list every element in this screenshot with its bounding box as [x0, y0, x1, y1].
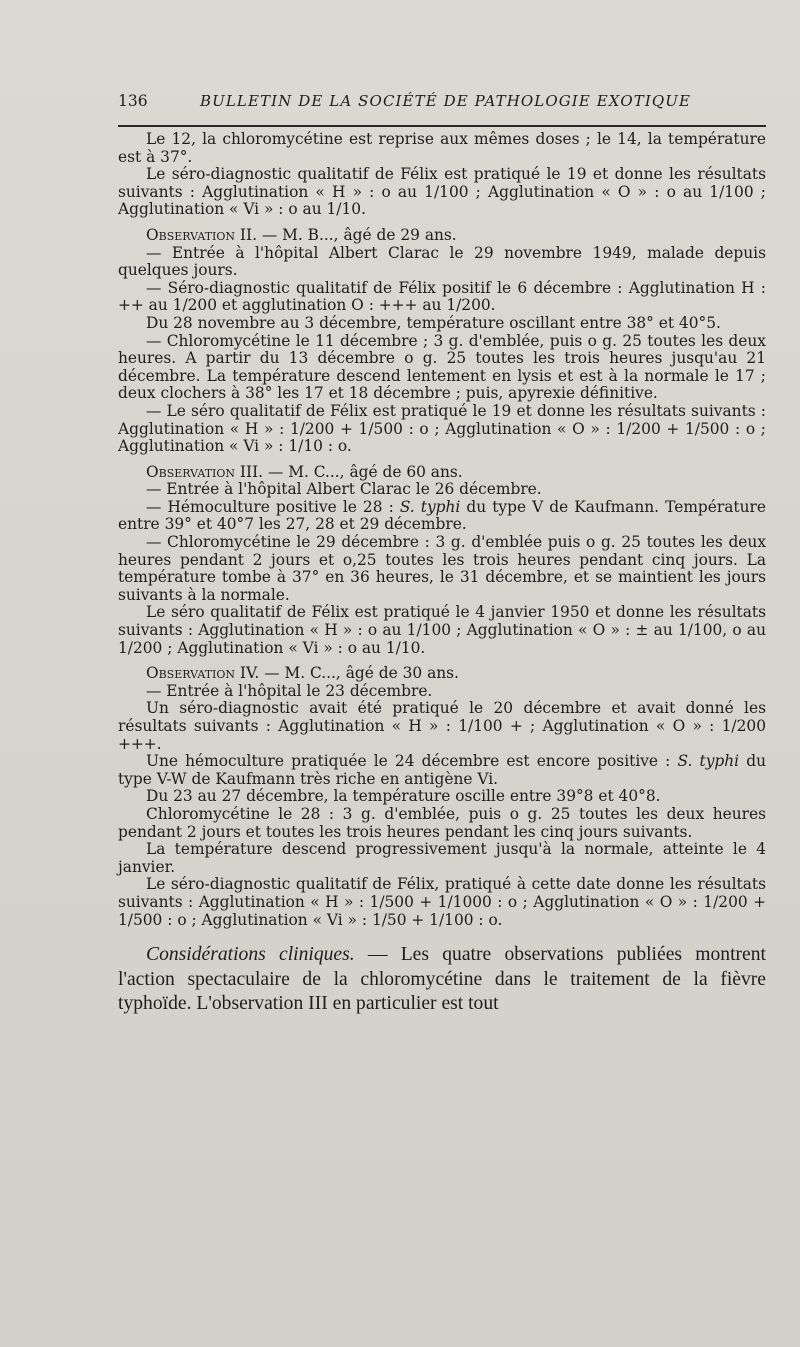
paragraph: — Entrée à l'hôpital le 23 décembre. [146, 681, 433, 700]
paragraph: — Entrée à l'hôpital Albert Clarac le 29 novembre 1949, malade depuis quelques jours. [118, 243, 766, 280]
paragraph: — Le séro qualitatif de Félix est pratiqué le 19 et donne les résultats suivants : Agglutination « H » : 1/200 + 1/500 : o ; Agglutination « O » : 1/200 + 1/500 : o ; Agglutination « Vi » : 1/10 : o. [118, 401, 766, 456]
species-name: S. typhi [677, 752, 740, 771]
text-run: du type V de Kaufmann. Température entre 39° et 40°7 les 27, 28 et 29 décembre. [118, 497, 766, 534]
text-run: — Hémoculture positive le 28 : [146, 497, 400, 516]
observation-heading [118, 464, 766, 482]
observation-subject: — M. B..., âgé de 29 ans. [256, 225, 457, 244]
species-name: S. typhi [399, 497, 461, 516]
paragraph: Du 23 au 27 décembre, la température oscille entre 39°8 et 40°8. [146, 787, 661, 806]
paragraph: — Séro-diagnostic qualitatif de Félix positif le 6 décembre : Agglutination H : ++ au 1/200 et agglutination O : +++ au 1/200. [118, 278, 766, 315]
text-run: du type V-W de Kaufmann très riche en antigène Vi. [118, 752, 766, 788]
paragraph: Du 28 novembre au 3 décembre, température oscillant entre 38° et 40°5. [146, 313, 721, 332]
text-run: Une hémoculture pratiquée le 24 décembre est encore positive : [146, 752, 678, 771]
paragraph: Le 12, la chloromycétine est reprise aux mêmes doses ; le 14, la température est à 37°. [118, 130, 766, 166]
page-header [118, 92, 766, 118]
paragraph: Chloromycétine le 28 : 3 g. d'emblée, puis o g. 25 toutes les deux heures pendant 2 jours et toutes les trois heures pendant les cinq jours suivants. [118, 804, 766, 841]
paragraph [118, 753, 766, 788]
paragraph: — Chloromycétine le 11 décembre ; 3 g. d'emblée, puis o g. 25 toutes les deux heures. A partir du 13 décembre o g. 25 toutes les trois heures jusqu'au 21 décembre. La température descend lentement en lysis et est à la normale le 17 ; deux clochers à 38° les 17 et 18 décembre ; puis, apyrexie définitive. [118, 331, 766, 403]
page-number: 136 [118, 92, 148, 110]
conclusion-text: — Les quatre observations publiées montrent l'action spectaculaire de la chloromycétine dans le traitement de la fièvre typhoïde. L'observation III en particulier est tout [118, 944, 766, 1015]
observation-label: Observation IV. [146, 664, 260, 683]
observation-label: Observation II. [146, 225, 257, 244]
conclusion-paragraph [118, 943, 766, 1017]
observation-label: Observation III. [146, 462, 264, 481]
section-label: Considérations cliniques. [146, 944, 355, 966]
paragraph: Un séro-diagnostic avait été pratiqué le 20 décembre et avait donné les résultats suivants : Agglutination « H » : 1/100 + ; Agglutination « O » : 1/200 +++. [118, 699, 766, 753]
paragraph: La température descend progressivement jusqu'à la normale, atteinte le 4 janvier. [118, 840, 766, 876]
observation-subject: — M. C..., âgé de 30 ans. [259, 664, 459, 683]
paragraph: — Entrée à l'hôpital Albert Clarac le 26 décembre. [146, 480, 542, 499]
observation-heading [118, 665, 766, 683]
paragraph: Le séro-diagnostic qualitatif de Félix, pratiqué à cette date donne les résultats suivants : Agglutination « H » : 1/500 + 1/1000 : o ; Agglutination « O » : 1/200 + 1/500 : o ; Agglutination « Vi » : 1/50 + 1/100 : o. [118, 875, 766, 929]
running-title: BULLETIN DE LA SOCIÉTÉ DE PATHOLOGIE EXOTIQUE [200, 92, 692, 110]
paragraph: Le séro-diagnostic qualitatif de Félix est pratiqué le 19 et donne les résultats suivants : Agglutination « H » : o au 1/100 ; Agglutination « O » : o au 1/100 ; Agglutination « Vi » : o au 1/10. [118, 165, 766, 219]
article-body [118, 131, 766, 1017]
header-rule [118, 125, 766, 127]
paragraph: — Chloromycétine le 29 décembre : 3 g. d'emblée puis o g. 25 toutes les deux heures pendant 2 jours et o,25 toutes les trois heures pendant cinq jours. La température tombe à 37° en 36 heures, le 31 décembre, et se maintient les jours suivants à la normale. [118, 533, 766, 604]
observation-heading [118, 227, 766, 245]
paragraph: Le séro qualitatif de Félix est pratiqué le 4 janvier 1950 et donne les résultats suivants : Agglutination « H » : o au 1/100 ; Agglutination « O » : ± au 1/100, o au 1/200 ; Agglutination « Vi » : o au 1/10. [118, 603, 766, 657]
observation-subject: — M. C..., âgé de 60 ans. [263, 462, 463, 481]
paragraph [118, 499, 766, 534]
